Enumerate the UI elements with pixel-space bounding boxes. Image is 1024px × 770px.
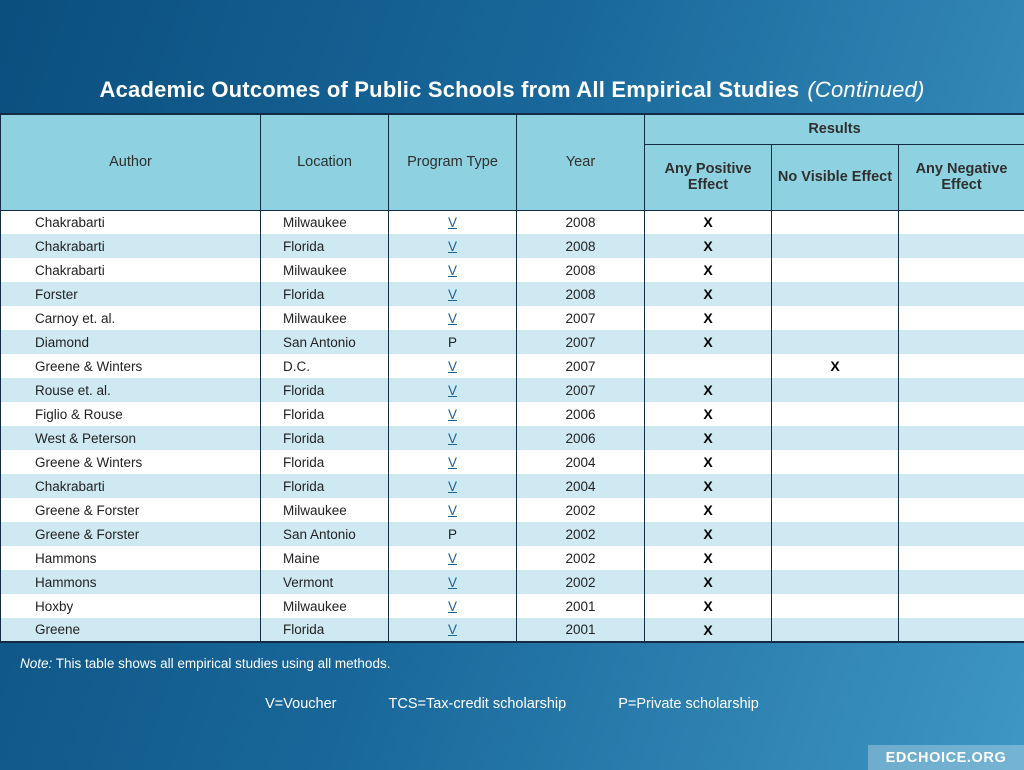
- no-visible-effect-cell: [772, 618, 899, 642]
- year-cell: 2007: [517, 306, 645, 330]
- location-cell: Milwaukee: [261, 258, 389, 282]
- col-group-results: Results: [645, 114, 1024, 144]
- table-row: [1, 282, 1024, 306]
- any-negative-effect-cell: [899, 594, 1024, 618]
- no-visible-effect-cell: [772, 522, 899, 546]
- author-cell: Rouse et. al.: [1, 378, 261, 402]
- location-cell: San Antonio: [261, 330, 389, 354]
- program-type-link[interactable]: V: [447, 454, 457, 470]
- any-positive-effect-cell: [645, 354, 772, 378]
- year-cell: 2004: [517, 474, 645, 498]
- any-negative-effect-cell: [899, 426, 1024, 450]
- col-header-any-positive-effect: Any Positive Effect: [645, 144, 772, 210]
- footer-band: [0, 643, 1024, 712]
- program-type-cell: [389, 354, 517, 378]
- program-type-link: P: [447, 334, 457, 350]
- no-visible-effect-cell: [772, 210, 899, 234]
- year-cell: 2004: [517, 450, 645, 474]
- program-type-link[interactable]: V: [447, 574, 457, 590]
- year-cell: 2001: [517, 618, 645, 642]
- program-type-cell: [389, 546, 517, 570]
- program-type-link[interactable]: V: [447, 478, 457, 494]
- any-negative-effect-cell: [899, 570, 1024, 594]
- any-positive-effect-cell: X: [645, 258, 772, 282]
- author-cell: West & Peterson: [1, 426, 261, 450]
- year-cell: 2008: [517, 234, 645, 258]
- program-type-link[interactable]: V: [447, 550, 457, 566]
- table-row: [1, 426, 1024, 450]
- location-cell: Florida: [261, 426, 389, 450]
- any-negative-effect-cell: [899, 378, 1024, 402]
- table-row: [1, 258, 1024, 282]
- program-type-link[interactable]: V: [447, 382, 457, 398]
- author-cell: Hammons: [1, 570, 261, 594]
- author-cell: Carnoy et. al.: [1, 306, 261, 330]
- location-cell: San Antonio: [261, 522, 389, 546]
- location-cell: Florida: [261, 402, 389, 426]
- year-cell: 2002: [517, 570, 645, 594]
- any-positive-effect-cell: X: [645, 402, 772, 426]
- any-negative-effect-cell: [899, 522, 1024, 546]
- table-row: [1, 234, 1024, 258]
- year-cell: 2002: [517, 522, 645, 546]
- col-header-program-type: Program Type: [389, 114, 517, 210]
- program-type-cell: [389, 330, 517, 354]
- table-row: [1, 210, 1024, 234]
- year-cell: 2007: [517, 354, 645, 378]
- table-row: [1, 402, 1024, 426]
- col-header-year: Year: [517, 114, 645, 210]
- program-type-cell: [389, 402, 517, 426]
- program-type-cell: [389, 378, 517, 402]
- any-positive-effect-cell: X: [645, 306, 772, 330]
- page-title-suffix: (Continued): [807, 77, 925, 102]
- title-bar: [0, 0, 1024, 113]
- table-row: [1, 474, 1024, 498]
- any-negative-effect-cell: [899, 330, 1024, 354]
- program-type-link: P: [447, 526, 457, 542]
- year-cell: 2006: [517, 402, 645, 426]
- location-cell: D.C.: [261, 354, 389, 378]
- program-type-link[interactable]: V: [447, 262, 457, 278]
- program-type-cell: [389, 522, 517, 546]
- table-row: [1, 522, 1024, 546]
- legend: [0, 696, 1024, 712]
- note: [0, 656, 1024, 671]
- no-visible-effect-cell: [772, 234, 899, 258]
- program-type-cell: [389, 618, 517, 642]
- author-cell: Chakrabarti: [1, 210, 261, 234]
- year-cell: 2002: [517, 546, 645, 570]
- author-cell: Greene: [1, 618, 261, 642]
- location-cell: Florida: [261, 618, 389, 642]
- program-type-link[interactable]: V: [447, 598, 457, 614]
- edchoice-logo: EDCHOICE.ORG: [868, 745, 1024, 770]
- no-visible-effect-cell: [772, 570, 899, 594]
- location-cell: Florida: [261, 282, 389, 306]
- any-positive-effect-cell: X: [645, 282, 772, 306]
- studies-table: [0, 113, 1024, 643]
- program-type-link[interactable]: V: [447, 406, 457, 422]
- page-title: [99, 77, 924, 103]
- year-cell: 2007: [517, 378, 645, 402]
- location-cell: Milwaukee: [261, 306, 389, 330]
- any-negative-effect-cell: [899, 282, 1024, 306]
- location-cell: Florida: [261, 378, 389, 402]
- program-type-cell: [389, 570, 517, 594]
- no-visible-effect-cell: [772, 330, 899, 354]
- any-negative-effect-cell: [899, 306, 1024, 330]
- note-label: Note:: [20, 656, 53, 671]
- location-cell: Florida: [261, 450, 389, 474]
- program-type-link[interactable]: V: [447, 622, 457, 637]
- author-cell: Forster: [1, 282, 261, 306]
- any-positive-effect-cell: X: [645, 234, 772, 258]
- program-type-cell: [389, 594, 517, 618]
- location-cell: Florida: [261, 234, 389, 258]
- col-header-location: Location: [261, 114, 389, 210]
- table-row: [1, 594, 1024, 618]
- year-cell: 2002: [517, 498, 645, 522]
- author-cell: Diamond: [1, 330, 261, 354]
- col-header-author: Author: [1, 114, 261, 210]
- program-type-cell: [389, 306, 517, 330]
- author-cell: Greene & Forster: [1, 498, 261, 522]
- any-positive-effect-cell: X: [645, 522, 772, 546]
- no-visible-effect-cell: [772, 546, 899, 570]
- any-negative-effect-cell: [899, 234, 1024, 258]
- no-visible-effect-cell: X: [772, 354, 899, 378]
- legend-item-private: P=Private scholarship: [618, 696, 759, 712]
- any-negative-effect-cell: [899, 498, 1024, 522]
- any-positive-effect-cell: X: [645, 426, 772, 450]
- any-negative-effect-cell: [899, 546, 1024, 570]
- author-cell: Chakrabarti: [1, 258, 261, 282]
- program-type-link[interactable]: V: [447, 286, 457, 302]
- no-visible-effect-cell: [772, 474, 899, 498]
- location-cell: Florida: [261, 474, 389, 498]
- any-positive-effect-cell: X: [645, 210, 772, 234]
- any-negative-effect-cell: [899, 450, 1024, 474]
- table-row: [1, 378, 1024, 402]
- no-visible-effect-cell: [772, 306, 899, 330]
- col-header-no-visible-effect: No Visible Effect: [772, 144, 899, 210]
- program-type-link[interactable]: V: [447, 430, 457, 446]
- year-cell: 2006: [517, 426, 645, 450]
- col-header-any-negative-effect: Any Negative Effect: [899, 144, 1024, 210]
- any-positive-effect-cell: X: [645, 330, 772, 354]
- no-visible-effect-cell: [772, 282, 899, 306]
- any-negative-effect-cell: [899, 474, 1024, 498]
- program-type-cell: [389, 474, 517, 498]
- legend-item-voucher: V=Voucher: [265, 696, 337, 712]
- year-cell: 2001: [517, 594, 645, 618]
- any-negative-effect-cell: [899, 258, 1024, 282]
- any-positive-effect-cell: X: [645, 378, 772, 402]
- author-cell: Hammons: [1, 546, 261, 570]
- program-type-link[interactable]: V: [447, 502, 457, 518]
- program-type-link[interactable]: V: [447, 214, 457, 230]
- any-negative-effect-cell: [899, 402, 1024, 426]
- table-row: [1, 570, 1024, 594]
- year-cell: 2008: [517, 258, 645, 282]
- table-row: [1, 450, 1024, 474]
- table-row: [1, 354, 1024, 378]
- table-row: [1, 618, 1024, 642]
- author-cell: Hoxby: [1, 594, 261, 618]
- no-visible-effect-cell: [772, 450, 899, 474]
- year-cell: 2007: [517, 330, 645, 354]
- author-cell: Figlio & Rouse: [1, 402, 261, 426]
- table-body: [1, 210, 1024, 642]
- no-visible-effect-cell: [772, 498, 899, 522]
- location-cell: Milwaukee: [261, 210, 389, 234]
- location-cell: Maine: [261, 546, 389, 570]
- table-row: [1, 546, 1024, 570]
- program-type-link[interactable]: V: [447, 238, 457, 254]
- program-type-link[interactable]: V: [447, 358, 457, 374]
- any-positive-effect-cell: X: [645, 594, 772, 618]
- year-cell: 2008: [517, 210, 645, 234]
- any-negative-effect-cell: [899, 618, 1024, 642]
- table-row: [1, 306, 1024, 330]
- legend-item-tax-credit: TCS=Tax-credit scholarship: [388, 696, 567, 712]
- year-cell: 2008: [517, 282, 645, 306]
- table-row: [1, 330, 1024, 354]
- any-negative-effect-cell: [899, 210, 1024, 234]
- author-cell: Chakrabarti: [1, 474, 261, 498]
- location-cell: Vermont: [261, 570, 389, 594]
- author-cell: Greene & Winters: [1, 354, 261, 378]
- page-title-main: Academic Outcomes of Public Schools from All Empirical Studies: [99, 77, 800, 102]
- program-type-cell: [389, 498, 517, 522]
- program-type-cell: [389, 210, 517, 234]
- program-type-link[interactable]: V: [447, 310, 457, 326]
- location-cell: Milwaukee: [261, 594, 389, 618]
- table-header: [1, 114, 1024, 210]
- author-cell: Chakrabarti: [1, 234, 261, 258]
- no-visible-effect-cell: [772, 426, 899, 450]
- author-cell: Greene & Forster: [1, 522, 261, 546]
- any-positive-effect-cell: X: [645, 570, 772, 594]
- any-negative-effect-cell: [899, 354, 1024, 378]
- no-visible-effect-cell: [772, 402, 899, 426]
- author-cell: Greene & Winters: [1, 450, 261, 474]
- no-visible-effect-cell: [772, 594, 899, 618]
- any-positive-effect-cell: X: [645, 546, 772, 570]
- table-row: [1, 498, 1024, 522]
- any-positive-effect-cell: X: [645, 498, 772, 522]
- no-visible-effect-cell: [772, 258, 899, 282]
- program-type-cell: [389, 450, 517, 474]
- program-type-cell: [389, 282, 517, 306]
- any-positive-effect-cell: X: [645, 450, 772, 474]
- location-cell: Milwaukee: [261, 498, 389, 522]
- program-type-cell: [389, 426, 517, 450]
- no-visible-effect-cell: [772, 378, 899, 402]
- program-type-cell: [389, 234, 517, 258]
- note-text: This table shows all empirical studies using all methods.: [55, 656, 391, 671]
- any-positive-effect-cell: X: [645, 618, 772, 642]
- program-type-cell: [389, 258, 517, 282]
- any-positive-effect-cell: X: [645, 474, 772, 498]
